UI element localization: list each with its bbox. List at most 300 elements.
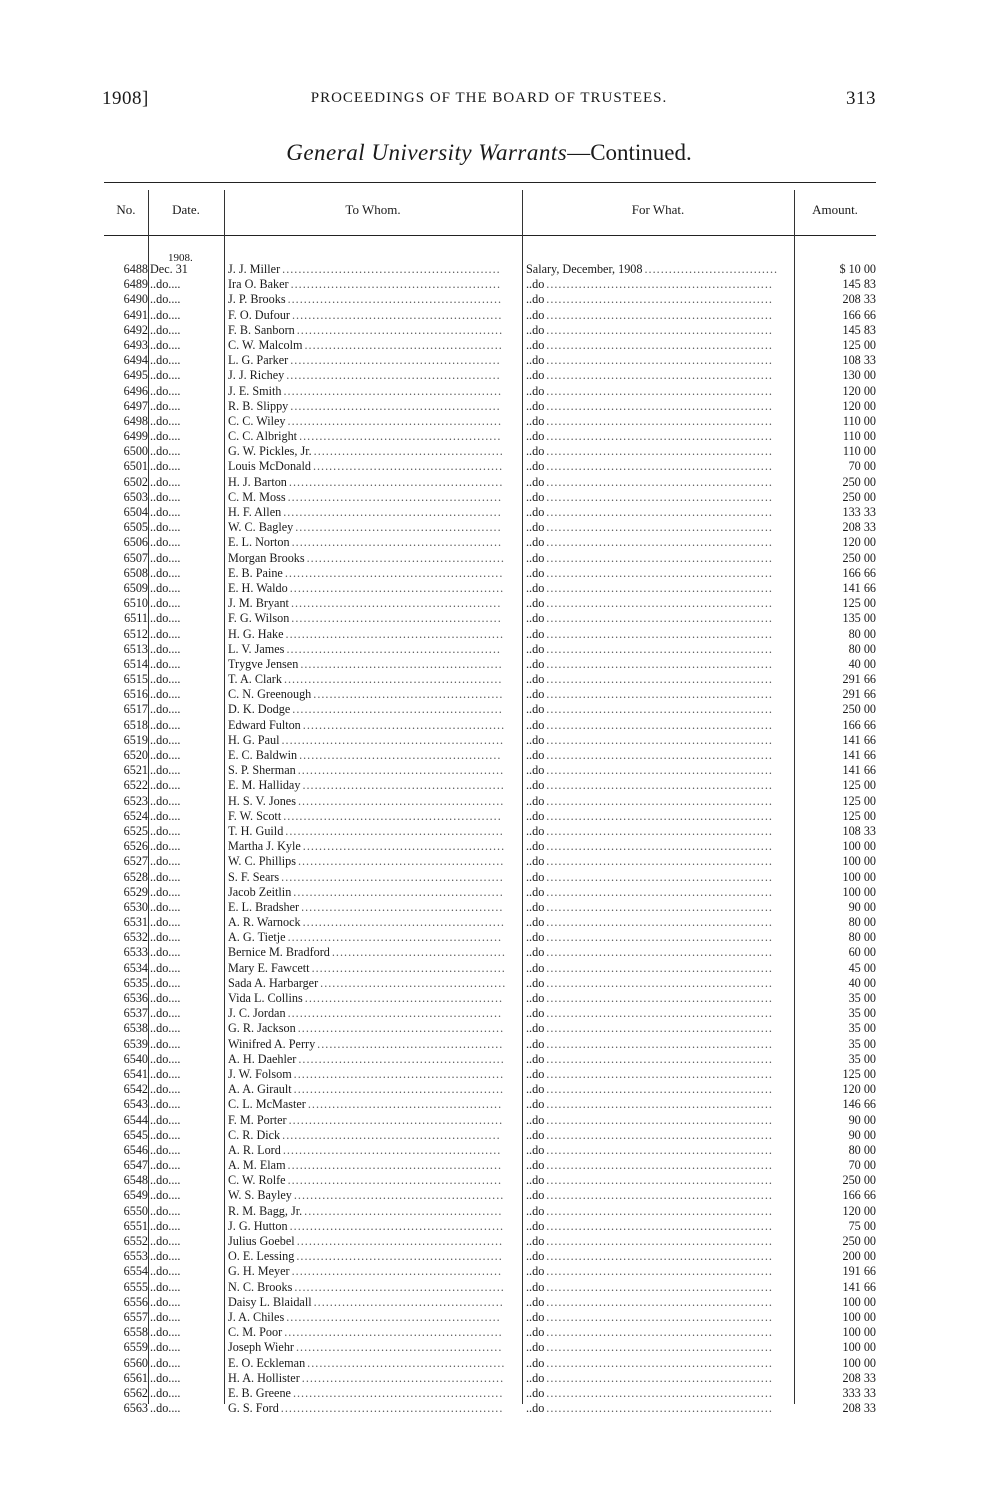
payment-purpose: ..do — [526, 398, 545, 413]
warrant-number: 6510 — [123, 596, 148, 611]
payee-name: Edward Fulton — [228, 717, 301, 732]
warrant-amount: 100 00 — [842, 1325, 876, 1340]
warrant-amount: 100 00 — [842, 884, 876, 899]
payee-name: H. J. Barton — [228, 474, 287, 489]
table-row — [104, 444, 876, 459]
payee-name: A. R. Lord — [228, 1142, 281, 1157]
warrant-number: 6555 — [123, 1279, 148, 1294]
warrant-amount: 35 00 — [848, 1006, 876, 1021]
table-row — [104, 277, 876, 292]
leader-dots: ........................................................ — [546, 687, 773, 702]
warrant-amount: 108 33 — [842, 353, 876, 368]
leader-dots: .................................................... — [290, 277, 502, 292]
table-row — [104, 414, 876, 429]
warrant-number: 6491 — [123, 307, 148, 322]
table-row — [104, 733, 876, 748]
payee-name: Trygve Jensen — [228, 656, 299, 671]
warrant-date: ..do.... — [150, 1082, 181, 1097]
warrant-date: ..do.... — [150, 854, 181, 869]
warrant-number: 6506 — [123, 535, 148, 550]
warrant-date: ..do.... — [150, 1097, 181, 1112]
payee-name: L. V. James — [228, 641, 285, 656]
table-row — [104, 1128, 876, 1143]
warrant-amount: 40 00 — [848, 975, 876, 990]
warrant-amount: 90 00 — [848, 899, 876, 914]
table-row — [104, 505, 876, 520]
payee-name: J. M. Bryant — [228, 596, 289, 611]
table-row — [104, 824, 876, 839]
leader-dots: .................................................. — [301, 899, 504, 914]
payee-name: C. N. Greenough — [228, 687, 312, 702]
warrant-number: 6517 — [123, 702, 148, 717]
leader-dots: ................................................ — [311, 960, 506, 975]
warrant-number: 6524 — [123, 808, 148, 823]
warrant-date: ..do.... — [150, 778, 181, 793]
warrant-number: 6542 — [123, 1082, 148, 1097]
col-header-for-what: For What. — [631, 202, 685, 217]
warrant-number: 6554 — [123, 1264, 148, 1279]
warrant-amount: 135 00 — [842, 611, 876, 626]
warrant-date: ..do.... — [150, 550, 181, 565]
payee-name: H. S. V. Jones — [228, 793, 296, 808]
warrant-number: 6551 — [123, 1218, 148, 1233]
leader-dots: ...................................................... — [285, 823, 504, 838]
warrant-number: 6496 — [123, 383, 148, 398]
warrant-number: 6539 — [123, 1036, 148, 1051]
warrant-amount: 100 00 — [842, 1340, 876, 1355]
payment-purpose: ..do — [526, 884, 545, 899]
warrant-number: 6519 — [123, 732, 148, 747]
payment-purpose: ..do — [526, 611, 545, 626]
payee-name: F. B. Sanborn — [228, 322, 295, 337]
warrant-amount: 100 00 — [842, 1294, 876, 1309]
payment-purpose: Salary, December, 1908 — [526, 262, 643, 276]
payee-name: Vida L. Collins — [228, 991, 303, 1005]
payment-purpose: ..do — [526, 1249, 545, 1264]
warrant-number: 6525 — [123, 823, 148, 838]
leader-dots: ........................................................ — [546, 1325, 773, 1340]
payee-name: F. M. Porter — [228, 1112, 287, 1127]
leader-dots: ........................................................ — [546, 1066, 773, 1081]
warrant-number: 6529 — [123, 884, 148, 899]
payee-name: J. C. Jordan — [228, 1006, 286, 1021]
payment-purpose: ..do — [526, 444, 545, 459]
leader-dots: ...................................................... — [283, 808, 502, 823]
payment-purpose: ..do — [526, 930, 545, 945]
warrant-number: 6520 — [123, 748, 148, 762]
table-row — [104, 1249, 876, 1264]
payment-purpose: ..do — [526, 1218, 545, 1233]
leader-dots: ........................................................ — [546, 1218, 773, 1233]
payee-name: J. J. Richey — [228, 368, 285, 383]
warrant-amount: 208 33 — [842, 1370, 876, 1385]
payee-name: J. G. Hutton — [228, 1218, 288, 1233]
warrant-date: ..do.... — [150, 1203, 181, 1218]
leader-dots: ........................................................ — [546, 991, 773, 1005]
payee-name: Sada A. Harbarger — [228, 975, 319, 990]
leader-dots: .................................................... — [292, 702, 503, 717]
warrant-amount: 250 00 — [842, 489, 876, 504]
warrant-amount: 80 00 — [848, 930, 876, 945]
warrant-number: 6552 — [123, 1234, 148, 1248]
payee-name: Daisy L. Blaidall — [228, 1294, 312, 1309]
leader-dots: ........................................................ — [546, 580, 773, 595]
leader-dots: ...................................................... — [285, 626, 505, 641]
leader-dots: .................................................... — [293, 1082, 505, 1097]
warrant-amount: 120 00 — [842, 383, 876, 398]
warrant-number: 6535 — [123, 975, 148, 990]
leader-dots: ................................................... — [295, 1340, 503, 1355]
payee-name: R. M. Bagg, Jr. — [228, 1203, 303, 1218]
warrant-date: ..do.... — [150, 337, 181, 352]
warrant-amount: 208 33 — [842, 520, 876, 535]
table-row — [104, 1006, 876, 1021]
table-row — [104, 900, 876, 915]
warrant-number: 6547 — [123, 1158, 148, 1173]
leader-dots: .................................................. — [302, 839, 506, 854]
payment-purpose: ..do — [526, 1370, 545, 1385]
warrant-number: 6549 — [123, 1188, 148, 1203]
payee-name: L. G. Parker — [228, 353, 289, 368]
leader-dots: ................................................. — [307, 1355, 506, 1370]
payee-name: C. L. McMaster — [228, 1097, 306, 1112]
leader-dots: ........................................................ — [546, 337, 773, 352]
leader-dots: ........................................................ — [546, 565, 773, 580]
table-row — [104, 596, 876, 611]
warrant-date: ..do.... — [150, 1127, 181, 1142]
warrant-date: ..do.... — [150, 565, 181, 580]
warrant-amount: 166 66 — [842, 1188, 876, 1203]
leader-dots: ................................................. — [304, 1203, 503, 1218]
leader-dots: ........................................................ — [546, 520, 773, 535]
warrant-amount: 250 00 — [842, 1234, 876, 1248]
page-number: 313 — [846, 88, 876, 109]
section-title-italic: General University Warrants — [286, 140, 568, 165]
leader-dots: ........................................................ — [546, 641, 773, 656]
payment-purpose: ..do — [526, 307, 545, 322]
header-title: PROCEEDINGS OF THE BOARD OF TRUSTEES. — [310, 90, 668, 106]
payment-purpose: ..do — [526, 383, 545, 398]
payment-purpose: ..do — [526, 717, 545, 732]
payment-purpose: ..do — [526, 1021, 545, 1036]
warrant-amount: 80 00 — [848, 1142, 876, 1157]
leader-dots: ........................................................ — [546, 489, 773, 504]
payment-purpose: ..do — [526, 505, 545, 519]
warrant-number: 6536 — [123, 991, 148, 1005]
warrant-number: 6505 — [123, 520, 148, 535]
warrant-number: 6518 — [123, 717, 148, 732]
warrant-amount: 108 33 — [842, 823, 876, 838]
warrant-amount: 250 00 — [842, 474, 876, 489]
warrant-date: ..do.... — [150, 535, 181, 550]
leader-dots: ........................................................ — [546, 1082, 773, 1097]
warrant-amount: 200 00 — [842, 1249, 876, 1264]
warrant-number: 6511 — [124, 611, 148, 626]
payment-purpose: ..do — [526, 322, 545, 337]
table-row — [104, 1052, 876, 1067]
payee-name: C. M. Moss — [228, 489, 286, 504]
leader-dots: ........................................................ — [546, 1294, 773, 1309]
table-row — [104, 627, 876, 642]
col-header-amount: Amount. — [812, 202, 858, 217]
payment-purpose: ..do — [526, 1188, 545, 1203]
table-row — [104, 1264, 876, 1279]
leader-dots: ........................................................ — [546, 611, 773, 626]
payee-name: A. H. Daehler — [228, 1051, 297, 1066]
leader-dots: ...................................................... — [283, 505, 502, 519]
warrant-number: 6501 — [123, 459, 148, 474]
leader-dots: ........................................................ — [546, 884, 773, 899]
payee-name: E. L. Bradsher — [228, 899, 300, 914]
warrant-amount: 35 00 — [848, 991, 876, 1005]
warrant-number: 6534 — [123, 960, 148, 975]
leader-dots: ................................. — [644, 262, 779, 276]
leader-dots: ................................................. — [304, 991, 504, 1005]
warrant-number: 6553 — [123, 1249, 148, 1264]
warrant-number: 6492 — [123, 322, 148, 337]
payee-name: J. E. Smith — [228, 383, 282, 398]
table-row — [104, 368, 876, 383]
payment-purpose: ..do — [526, 899, 545, 914]
leader-dots: ........................................................ — [546, 292, 773, 307]
leader-dots: ..................................................... — [287, 489, 503, 504]
payee-name: J. P. Brooks — [228, 292, 286, 307]
leader-dots: ..................................................... — [287, 1158, 503, 1173]
table-row — [104, 384, 876, 399]
warrant-date: ..do.... — [150, 353, 181, 368]
leader-dots: ..................................................... — [288, 1112, 504, 1127]
payment-purpose: ..do — [526, 960, 545, 975]
leader-dots: ..................................................... — [287, 292, 503, 307]
payee-name: W. S. Bayley — [228, 1188, 292, 1203]
payee-name: Winifred A. Perry — [228, 1036, 316, 1051]
table-row — [104, 323, 876, 338]
warrant-date: ..do.... — [150, 459, 181, 474]
table-row — [104, 1295, 876, 1310]
leader-dots: ..................................................... — [289, 580, 505, 595]
leader-dots: ................................................ — [307, 1097, 503, 1112]
payment-purpose: ..do — [526, 641, 545, 656]
table-row — [104, 930, 876, 945]
warrant-number: 6488 — [123, 262, 148, 276]
warrant-number: 6495 — [123, 368, 148, 383]
warrant-date: ..do.... — [150, 1294, 181, 1309]
leader-dots: ........................................................ — [546, 1385, 773, 1400]
leader-dots: ................................................... — [297, 854, 505, 869]
payment-purpose: ..do — [526, 687, 545, 702]
table-row — [104, 1386, 876, 1401]
warrant-amount: 125 00 — [842, 1066, 876, 1081]
payee-name: A. R. Warnock — [228, 915, 301, 930]
warrant-date: ..do.... — [150, 292, 181, 307]
warrant-number: 6522 — [123, 778, 148, 793]
warrant-amount: 40 00 — [848, 656, 876, 671]
warrant-number: 6560 — [123, 1355, 148, 1370]
warrant-amount: 90 00 — [848, 1127, 876, 1142]
payment-purpose: ..do — [526, 580, 545, 595]
payment-purpose: ..do — [526, 869, 545, 884]
warrant-number: 6541 — [123, 1066, 148, 1081]
payee-name: J. J. Miller — [228, 262, 281, 276]
leader-dots: ..................................................... — [286, 641, 501, 656]
warrant-date: ..do.... — [150, 869, 181, 884]
warrant-amount: 110 00 — [842, 444, 876, 459]
leader-dots: ............................................... — [313, 1294, 504, 1309]
warrant-number: 6530 — [123, 899, 148, 914]
payee-name: D. K. Dodge — [228, 702, 291, 717]
warrant-date: ..do.... — [150, 1158, 181, 1173]
warrant-number: 6563 — [123, 1401, 148, 1416]
leader-dots: ..................................................... — [287, 413, 502, 428]
leader-dots: ........................................................ — [546, 702, 773, 717]
warrant-number: 6540 — [123, 1051, 148, 1066]
table-row — [104, 702, 876, 717]
warrant-amount: 125 00 — [842, 808, 876, 823]
warrant-number: 6559 — [123, 1340, 148, 1355]
leader-dots: ........................................................ — [546, 1021, 773, 1036]
payment-purpose: ..do — [526, 520, 545, 535]
warrant-amount: 100 00 — [842, 1309, 876, 1324]
warrant-amount: 80 00 — [848, 641, 876, 656]
warrant-date: ..do.... — [150, 429, 181, 444]
table-row — [104, 763, 876, 778]
warrant-date: ..do.... — [150, 1385, 181, 1400]
table-row — [104, 809, 876, 824]
table-row — [104, 885, 876, 900]
warrant-date: ..do.... — [150, 975, 181, 990]
warrant-amount: 35 00 — [848, 1021, 876, 1036]
table-row — [104, 1310, 876, 1325]
warrant-amount: 110 00 — [842, 413, 876, 428]
warrant-date: ..do.... — [150, 1188, 181, 1203]
payment-purpose: ..do — [526, 1264, 545, 1279]
table-row — [104, 1082, 876, 1097]
header-year: 1908] — [102, 88, 149, 109]
warrant-amount: 120 00 — [842, 535, 876, 550]
warrant-amount: 291 66 — [842, 687, 876, 702]
warrant-amount: 141 66 — [842, 732, 876, 747]
leader-dots: ........................................................ — [546, 748, 773, 762]
table-row — [104, 961, 876, 976]
leader-dots: ........................................................ — [546, 368, 773, 383]
col-header-date: Date. — [172, 202, 200, 217]
warrant-date: ..do.... — [150, 489, 181, 504]
table-row — [104, 1113, 876, 1128]
warrant-amount: 250 00 — [842, 1173, 876, 1188]
payment-purpose: ..do — [526, 626, 545, 641]
payment-purpose: ..do — [526, 1127, 545, 1142]
leader-dots: .................................................... — [290, 353, 501, 368]
leader-dots: .................................................. — [302, 915, 505, 930]
payment-purpose: ..do — [526, 368, 545, 383]
warrant-date: ..do.... — [150, 1249, 181, 1264]
payment-purpose: ..do — [526, 413, 545, 428]
leader-dots: ........................................................ — [546, 1112, 773, 1127]
leader-dots: ........................................................ — [546, 550, 773, 565]
warrant-number: 6556 — [123, 1294, 148, 1309]
warrant-number: 6507 — [123, 550, 148, 565]
warrant-amount: 208 33 — [842, 1401, 876, 1416]
table-row — [104, 1371, 876, 1386]
table-row — [104, 308, 876, 323]
payee-name: H. G. Paul — [228, 732, 280, 747]
table-row — [104, 1173, 876, 1188]
warrant-date: ..do.... — [150, 991, 181, 1005]
leader-dots: ........................................................ — [546, 1036, 773, 1051]
warrant-date: ..do.... — [150, 474, 181, 489]
table-row — [104, 1037, 876, 1052]
warrant-number: 6531 — [123, 915, 148, 930]
payee-name: G. W. Pickles, Jr. — [228, 444, 312, 459]
warrant-amount: 100 00 — [842, 839, 876, 854]
leader-dots: ........................................................ — [546, 1279, 773, 1294]
warrant-amount: 141 66 — [842, 580, 876, 595]
leader-dots: ........................................................ — [546, 1051, 773, 1066]
warrant-date: ..do.... — [150, 793, 181, 808]
table-row — [104, 490, 876, 505]
leader-dots: ................................................... — [298, 1051, 505, 1066]
warrant-number: 6546 — [123, 1142, 148, 1157]
leader-dots: ........................................................ — [546, 1203, 773, 1218]
leader-dots: ..................................................... — [288, 474, 504, 489]
table-row — [104, 520, 876, 535]
warrant-date: ..do.... — [150, 1309, 181, 1324]
payment-purpose: ..do — [526, 474, 545, 489]
payment-purpose: ..do — [526, 854, 545, 869]
warrant-date: ..do.... — [150, 277, 181, 292]
payee-name: Bernice M. Bradford — [228, 945, 330, 960]
leader-dots: .............................................. — [317, 1036, 504, 1051]
warrant-number: 6521 — [123, 763, 148, 778]
payment-purpose: ..do — [526, 1066, 545, 1081]
running-header — [102, 88, 876, 112]
warrant-date: ..do.... — [150, 520, 181, 535]
warrant-amount: 141 66 — [842, 763, 876, 778]
payment-purpose: ..do — [526, 277, 545, 292]
leader-dots: ........................................................ — [546, 672, 773, 687]
leader-dots: ........................................................ — [546, 793, 773, 808]
warrant-amount: 141 66 — [842, 748, 876, 762]
leader-dots: ........................................................ — [546, 505, 773, 519]
payee-name: C. W. Rolfe — [228, 1173, 286, 1188]
leader-dots: ........................................................ — [546, 1188, 773, 1203]
leader-dots: ........................................................ — [546, 1173, 773, 1188]
warrant-date: ..do.... — [150, 641, 181, 656]
payee-name: G. S. Ford — [228, 1401, 279, 1416]
table-row — [104, 991, 876, 1006]
warrant-amount: 60 00 — [848, 945, 876, 960]
leader-dots: .................................................... — [292, 1385, 504, 1400]
leader-dots: ................................................... — [296, 322, 504, 337]
payee-name: G. H. Meyer — [228, 1264, 290, 1279]
leader-dots: .................................................. — [302, 717, 506, 732]
payee-name: O. E. Lessing — [228, 1249, 295, 1264]
leader-dots: ........................................................ — [546, 307, 773, 322]
warrant-date: ..do.... — [150, 1036, 181, 1051]
warrant-date: ..do.... — [150, 915, 181, 930]
leader-dots: ..................................................... — [287, 1173, 503, 1188]
leader-dots: ........................................................ — [546, 383, 773, 398]
table-row — [104, 718, 876, 733]
payee-name: C. W. Malcolm — [228, 337, 303, 352]
leader-dots: ...................................................... — [283, 383, 503, 398]
warrant-date: ..do.... — [150, 580, 181, 595]
leader-dots: ...................................................... — [282, 1142, 502, 1157]
warrant-date: ..do.... — [150, 672, 181, 687]
warrant-number: 6523 — [123, 793, 148, 808]
col-header-no: No. — [116, 202, 136, 217]
table-row — [104, 1280, 876, 1295]
